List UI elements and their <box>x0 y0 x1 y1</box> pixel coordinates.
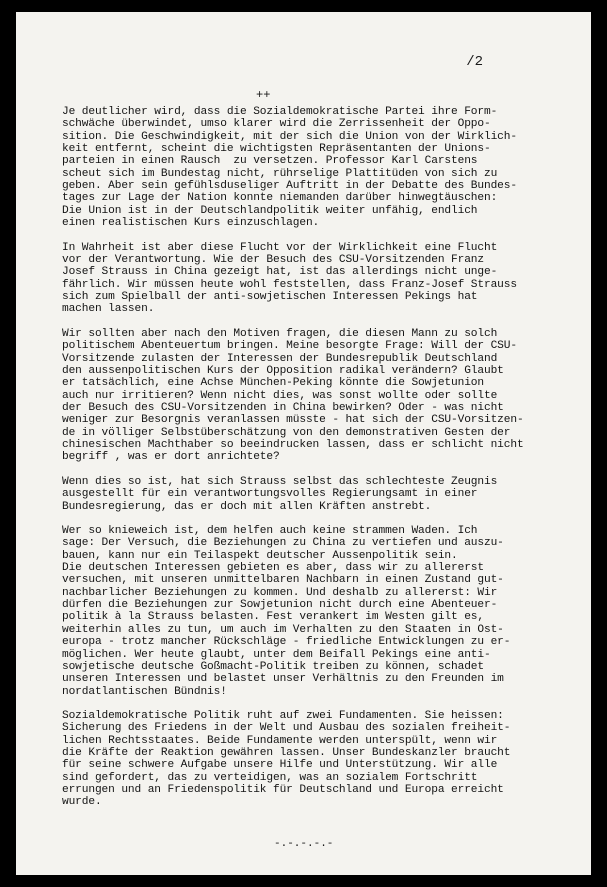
paragraph-1: Je deutlicher wird, dass die Sozialdemokratische Partei ihre Form- schwäche überwindet, umso klarer wird die Zerrissenheit der Oppo- sition. Die Geschwindigkeit, mit der sich die Union von der Wirklich- keit entfernt, scheint die wichtigsten Repräsentanten der Unions- parteien in einen Rausch zu versetzen. Professor Karl Carstens scheut sich im Bundestag nicht, rührselige Plattitüden von sich zu geben. Aber sein gefühlsduseliger Auftritt in der Debatte des Bundes- tages zur Lage der Nation konnte niemanden darüber hinwegtäuschen: Die Union ist in der Deutschlandpolitik weiter unfähig, endlich einen realistischen Kurs einzuschlagen. <box>62 106 517 230</box>
closing-mark: -.-.-.-.- <box>274 838 334 850</box>
paragraph-3: Wir sollten aber nach den Motiven fragen, die diesen Mann zu solch politischem Abenteuertum bringen. Meine besorgte Frage: Will der CSU- Vorsitzende zulasten der Interessen der Bundesrepublik Deutschland den aussenpolitischen Kurs der Opposition radikal verändern? Glaubt er tatsächlich, eine Achse München-Peking könnte die Sowjetunion auch nur irritieren? Wenn nicht dies, was sonst wollte oder sollte der Besuch des CSU-Vorsitzenden in China bewirken? Oder - was nicht weniger zur Besorgnis veranlassen müsste - hat sich der CSU-Vorsitzen- de in völliger Selbstüberschätzung von den demonstrativen Gesten der chinesischen Machthaber so beeindrucken lassen, dass er schlicht nicht begriff , was er dort anrichtete? <box>62 327 524 464</box>
page-number: /2 <box>466 54 483 70</box>
paragraph-5: Wer so knieweich ist, dem helfen auch keine strammen Waden. Ich sage: Der Versuch, die Beziehungen zu China zu vertiefen und auszu- bauen, kann nur ein Teilaspekt deutscher Aussenpolitik sein. Die deutschen Interessen gebieten es aber, dass wir zu allererst versuchen, mit unseren unmittelbaren Nachbarn in einen Zustand gut- nachbarlicher Beziehungen zu kommen. Und deshalb zu allererst: Wir dürfen die Beziehungen zur Sowjetunion nicht durch eine Abenteuer- politik à la Strauss belasten. Fest verankert im Westen gilt es, weiterhin alles zu tun, um auch im Verhalten zu den Staaten in Ost- europa - trotz mancher Rückschläge - friedliche Entwicklungen zu er- möglichen. Wer heute glaubt, unter dem Beifall Pekings eine anti- sowjetische deutsche Goßmacht-Politik treiben zu können, schadet unseren Interessen und belastet unser Verhältnis zu den Freunden im nordatlantischen Bündnis! <box>62 525 511 698</box>
body-text <box>62 106 582 821</box>
paragraph-4: Wenn dies so ist, hat sich Strauss selbst das schlechteste Zeugnis ausgestellt für ein verantwortungsvolles Regierungsamt in einer Bundesregierung, das er doch mit allen Kräften anstrebt. <box>62 475 498 513</box>
paragraph-6: Sozialdemokratische Politik ruht auf zwei Fundamenten. Sie heissen: Sicherung des Friedens in der Welt und Ausbau des sozialen freiheit- lichen Rechtsstaates. Beide Fundamente werden unterspült, wenn wir die Kräfte der Reaktion gewähren lassen. Unser Bundeskanzler braucht für seine schwere Aufgabe unsere Hilfe und Unterstützung. Wir alle sind gefordert, das zu verteidigen, was an sozialem Fortschritt errungen und an Friedenspolitik für Deutschland und Europa erreicht wurde. <box>62 710 511 809</box>
paragraph-2: In Wahrheit ist aber diese Flucht vor der Wirklichkeit eine Flucht vor der Verantwortung. Wie der Besuch des CSU-Vorsitzenden Franz Josef Strauss in China gezeigt hat, ist das allerdings nicht unge- fährlich. Wir müssen heute wohl feststellen, dass Franz-Josef Strauss sich zum Spielball der anti-sowjetischen Interessen Pekings hat machen lassen. <box>62 241 517 316</box>
section-mark: ++ <box>256 88 271 102</box>
document-page <box>16 12 591 875</box>
